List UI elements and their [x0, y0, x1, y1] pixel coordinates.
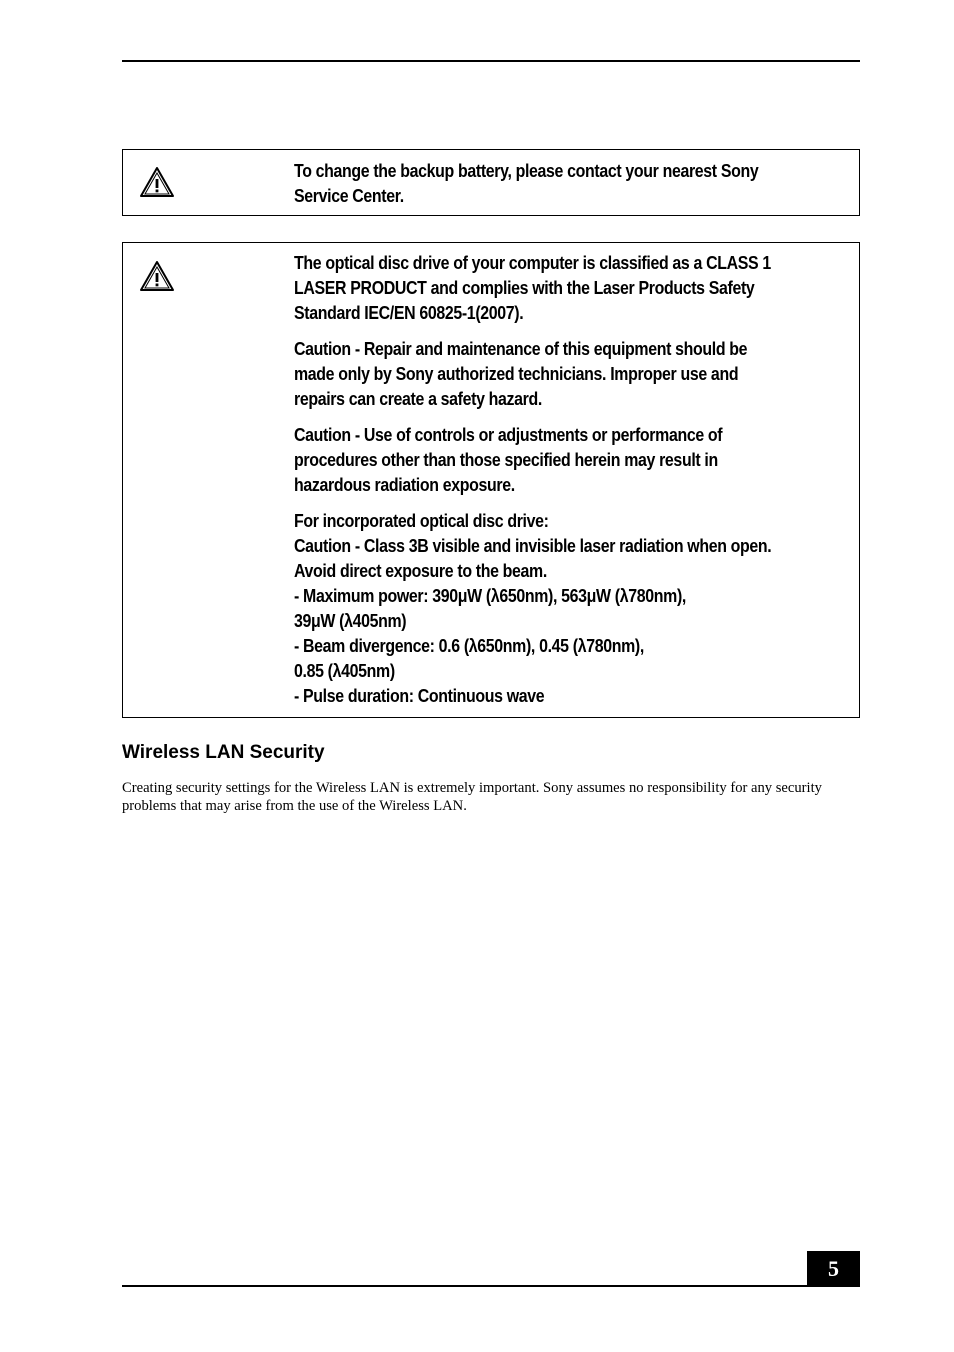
warning-triangle-icon [139, 166, 175, 198]
notice-paragraph: For incorporated optical disc drive: Caution - Class 3B visible and invisible laser radiation when open. Avoid direct exposure to the beam. - Maximum power: 390μW (λ650nm), 563μW (λ780nm), 39μW (λ405nm) - Beam divergence: 0.6 (λ650nm), 0.45 (λ780nm), 0.85 (λ405nm) - Pulse duration: Continuous wave [294, 510, 772, 706]
header-rule [122, 60, 860, 62]
laser-safety-notice [122, 242, 860, 718]
notice-paragraph: Caution - Repair and maintenance of this equipment should be made only by Sony authorized technicians. Improper use and repairs can create a safety hazard. [294, 338, 748, 409]
warning-triangle-icon [139, 260, 175, 292]
section-heading: Wireless LAN Security [122, 742, 325, 763]
footer-rule [122, 1285, 860, 1287]
backup-battery-notice [122, 149, 860, 216]
page-number: 5 [807, 1251, 860, 1287]
notice-paragraph: The optical disc drive of your computer is classified as a CLASS 1 LASER PRODUCT and complies with the Laser Products Safety Standard IEC/EN 60825-1(2007). [294, 252, 771, 323]
section-body-text: Creating security settings for the Wireless LAN is extremely important. Sony assumes no responsibility for any security problems that may arise from the use of the Wireless LAN. [122, 780, 822, 814]
notice-paragraph: Caution - Use of controls or adjustments or performance of procedures other than those specified herein may result in hazardous radiation exposure. [294, 424, 723, 495]
notice-paragraph: To change the backup battery, please contact your nearest Sony Service Center. [294, 160, 759, 206]
